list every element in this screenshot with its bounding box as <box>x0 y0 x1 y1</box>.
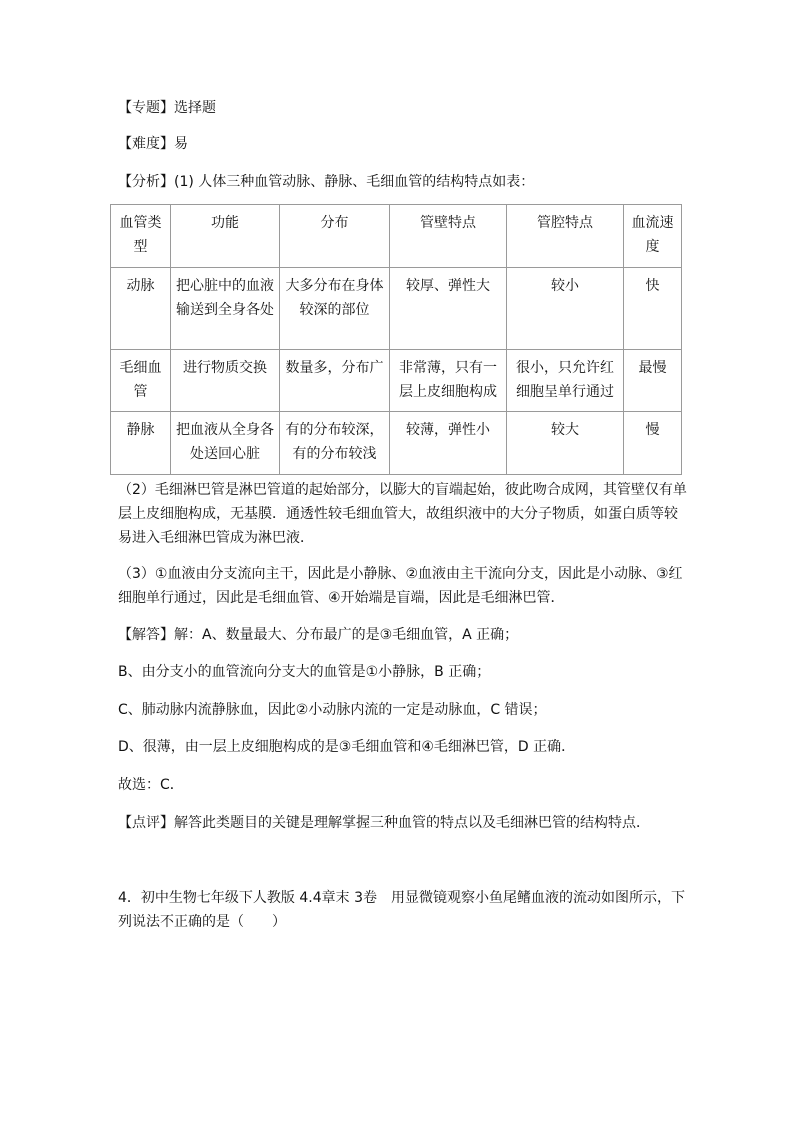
table-cell: 较小 <box>507 268 624 350</box>
table-cell: 动脉 <box>111 268 171 350</box>
table-cell: 有的分布较深，有的分布较浅 <box>280 412 390 475</box>
table-header-cell: 功能 <box>171 205 280 268</box>
table-row <box>111 412 682 475</box>
table-header-cell: 血管类型 <box>111 205 171 268</box>
table-cell: 把心脏中的血液输送到全身各处 <box>171 268 280 350</box>
answer-b: B、由分支小的血管流向分支大的血管是①小静脉，B 正确； <box>118 664 491 680</box>
table-row <box>111 350 682 412</box>
table-header-cell: 管腔特点 <box>507 205 624 268</box>
table-cell: 进行物质交换 <box>171 350 280 412</box>
table-cell: 很小，只允许红细胞呈单行通过 <box>507 350 624 412</box>
analysis-intro: 【分析】(1) 人体三种血管动脉、静脉、毛细血管的结构特点如表： <box>118 174 535 190</box>
answer-a: 【解答】解：A、数量最大、分布最广的是③毛细血管，A 正确； <box>118 627 519 643</box>
difficulty-label: 【难度】易 <box>118 136 188 152</box>
table-row <box>111 268 682 350</box>
answer-choice: 故选：C． <box>118 777 184 793</box>
table-cell: 毛细血管 <box>111 350 171 412</box>
question-4: 4．初中生物七年级下人教版 4.4章末 3卷 用显微镜观察小鱼尾鳍血液的流动如图所示，下列说法不正确的是（ ） <box>118 890 685 930</box>
topic-label: 【专题】选择题 <box>118 100 216 116</box>
table-cell: 静脉 <box>111 412 171 475</box>
blood-vessel-table <box>110 204 682 475</box>
table-cell: 快 <box>624 268 682 350</box>
analysis-para-3: （3）①血液由分支流向主干，因此是小静脉、②血液由主干流向分支，因此是小动脉、③红细胞单行通过，因此是毛细血管、④开始端是盲端，因此是毛细淋巴管． <box>118 566 683 606</box>
table-header-row <box>111 205 682 268</box>
table-cell: 最慢 <box>624 350 682 412</box>
table-cell: 较薄，弹性小 <box>390 412 507 475</box>
table-cell: 非常薄，只有一层上皮细胞构成 <box>390 350 507 412</box>
answer-c: C、肺动脉内流静脉血，因此②小动脉内流的一定是动脉血，C 错误； <box>118 702 547 718</box>
table-cell: 把血液从全身各处送回心脏 <box>171 412 280 475</box>
table-header-cell: 分布 <box>280 205 390 268</box>
table-cell: 较厚、弹性大 <box>390 268 507 350</box>
table-header-cell: 管壁特点 <box>390 205 507 268</box>
analysis-para-2: （2）毛细淋巴管是淋巴管道的起始部分，以膨大的盲端起始，彼此吻合成网，其管壁仅有单层上皮细胞构成，无基膜．通透性较毛细血管大，故组织液中的大分子物质，如蛋白质等较易进入毛细淋巴管成为淋巴液． <box>118 482 687 546</box>
table-cell: 大多分布在身体较深的部位 <box>280 268 390 350</box>
table-cell: 数量多，分布广 <box>280 350 390 412</box>
answer-d: D、很薄，由一层上皮细胞构成的是③毛细血管和④毛细淋巴管，D 正确． <box>118 739 576 755</box>
table-header-cell: 血流速度 <box>624 205 682 268</box>
comment-label: 【点评】解答此类题目的关键是理解掌握三种血管的特点以及毛细淋巴管的结构特点． <box>118 815 650 831</box>
table-cell: 较大 <box>507 412 624 475</box>
table-cell: 慢 <box>624 412 682 475</box>
